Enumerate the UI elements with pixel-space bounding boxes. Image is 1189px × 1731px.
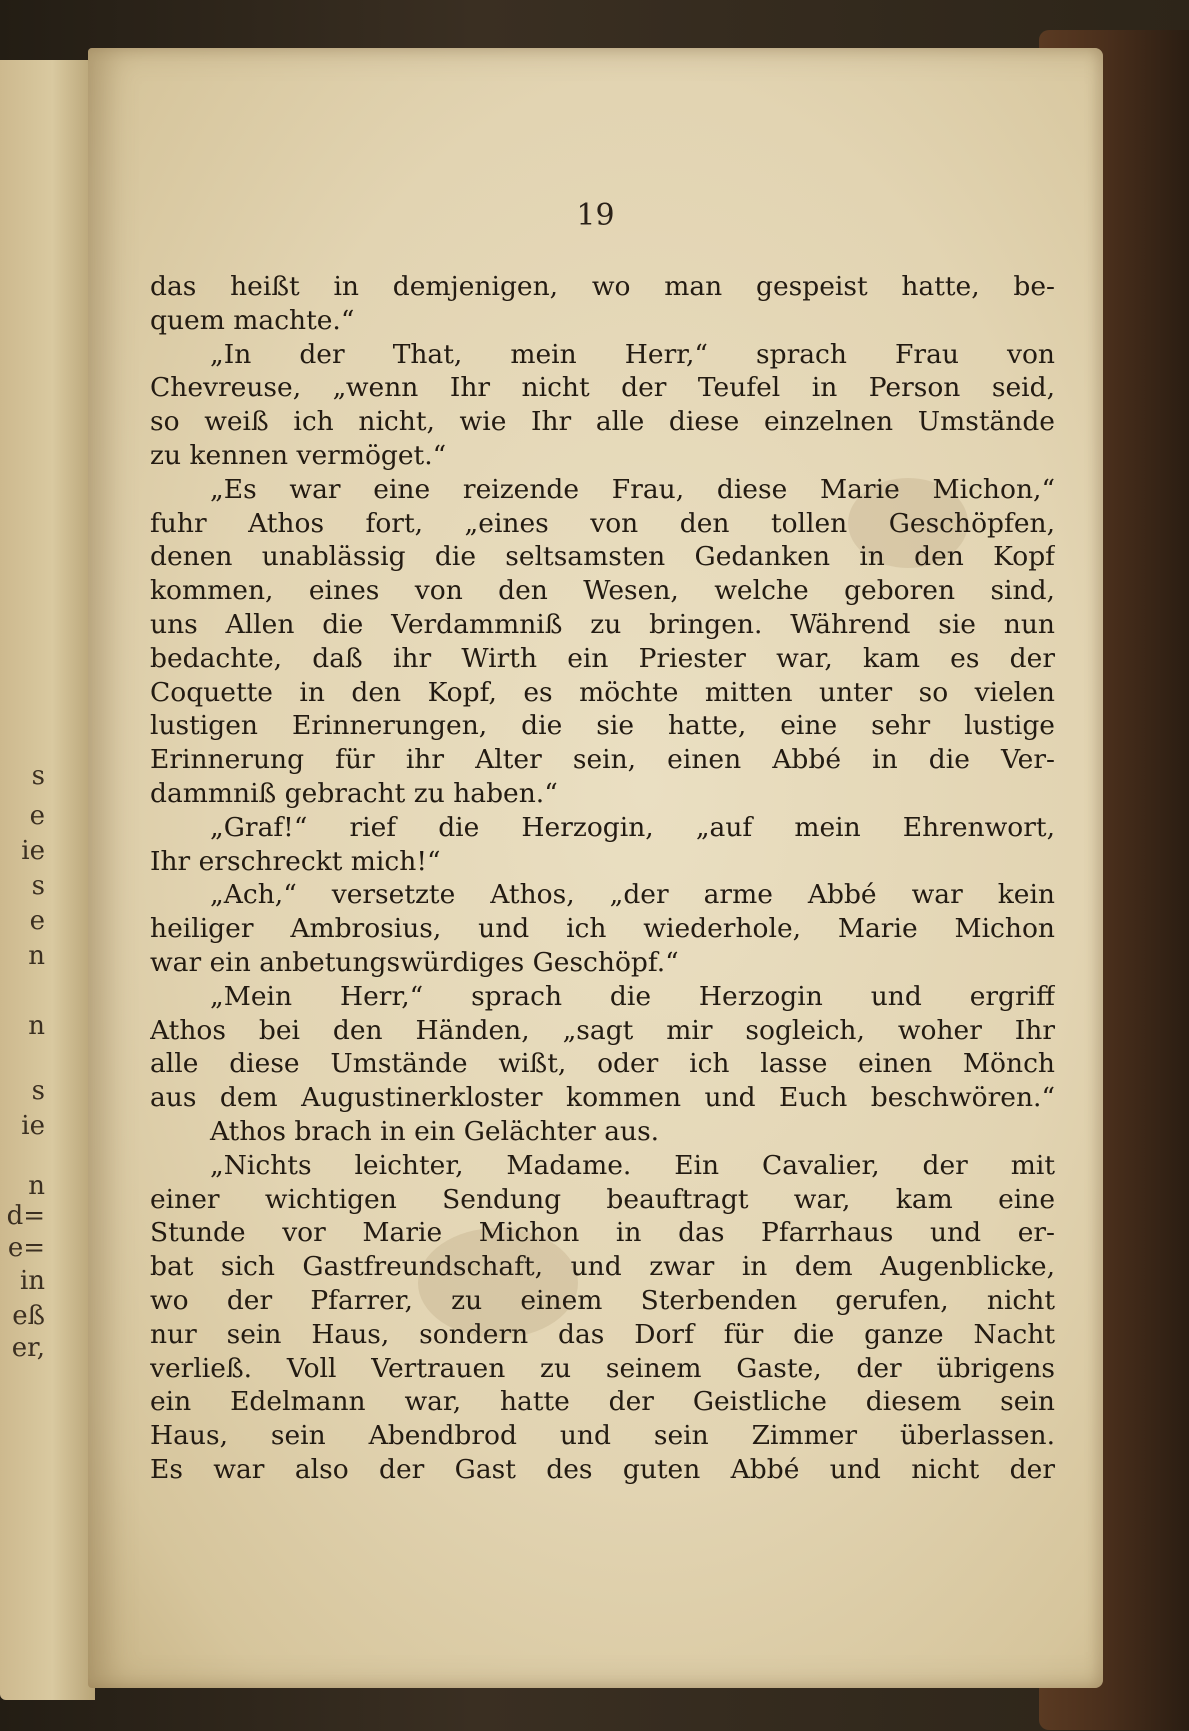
text-line: einer wichtigen Sendung beauftragt war, kam eine <box>150 1183 1055 1215</box>
text-line: aus dem Augustinerkloster kommen und Euch beschwören.“ <box>150 1082 1055 1114</box>
previous-page-fragment: s <box>31 871 45 901</box>
previous-page-fragment: n <box>28 1011 45 1041</box>
previous-page-fragment: in <box>19 1266 45 1296</box>
previous-page-fragment: ie <box>21 836 45 866</box>
previous-page-fragment: n <box>28 941 45 971</box>
previous-page-fragment: n <box>28 1171 45 1201</box>
text-line: Athos bei den Händen, „sagt mir sogleich, woher Ihr <box>150 1014 1055 1046</box>
book-page <box>88 48 1103 1688</box>
text-line: Stunde vor Marie Michon in das Pfarrhaus und er- <box>150 1217 1055 1249</box>
previous-page-text-fragments <box>0 60 95 1700</box>
previous-page-fragment: s <box>31 1076 45 1106</box>
text-line: heiliger Ambrosius, und ich wiederhole, Marie Michon <box>150 913 1055 945</box>
previous-page-fragment: er, <box>11 1333 45 1363</box>
previous-page-fragment: e <box>29 906 45 936</box>
text-line: „In der That, mein Herr,“ sprach Frau von <box>210 338 1055 370</box>
text-line: denen unablässig die seltsamsten Gedanken in den Kopf <box>150 541 1055 573</box>
text-line: alle diese Umstände wißt, oder ich lasse einen Mönch <box>150 1048 1055 1080</box>
text-line: bedachte, daß ihr Wirth ein Priester war, kam es der <box>150 642 1055 674</box>
text-line: lustigen Erinnerungen, die sie hatte, eine sehr lustige <box>150 710 1055 742</box>
text-line: Coquette in den Kopf, es möchte mitten unter so vielen <box>150 676 1055 708</box>
text-line: Chevreuse, „wenn Ihr nicht der Teufel in Person seid, <box>150 372 1055 404</box>
text-line: nur sein Haus, sondern das Dorf für die ganze Nacht <box>150 1318 1055 1350</box>
text-line: kommen, eines von den Wesen, welche geboren sind, <box>150 575 1055 607</box>
text-line: war ein anbetungswürdiges Geschöpf.“ <box>150 946 679 978</box>
text-line: verließ. Voll Vertrauen zu seinem Gaste, der übrigens <box>150 1352 1055 1384</box>
text-line: bat sich Gastfreundschaft, und zwar in dem Augenblicke, <box>150 1251 1055 1283</box>
text-line: Erinnerung für ihr Alter sein, einen Abbé in die Ver- <box>150 744 1055 776</box>
text-line: Ihr erschreckt mich!“ <box>150 845 441 877</box>
text-line: dammniß gebracht zu haben.“ <box>150 777 558 809</box>
text-line: uns Allen die Verdammniß zu bringen. Während sie nun <box>150 608 1055 640</box>
previous-page-fragment: eß <box>12 1301 45 1331</box>
text-line: „Graf!“ rief die Herzogin, „auf mein Ehrenwort, <box>210 811 1055 843</box>
page-number: 19 <box>576 198 615 233</box>
text-line: ein Edelmann war, hatte der Geistliche diesem sein <box>150 1386 1055 1418</box>
previous-page-fragment: e <box>29 801 45 831</box>
previous-page-fragment: e= <box>7 1233 45 1263</box>
text-line: so weiß ich nicht, wie Ihr alle diese einzelnen Umstände <box>150 406 1055 438</box>
previous-page <box>0 60 95 1700</box>
text-line: „Ach,“ versetzte Athos, „der arme Abbé war kein <box>210 879 1055 911</box>
previous-page-fragment: d= <box>6 1201 45 1231</box>
text-line: zu kennen vermöget.“ <box>150 439 447 471</box>
previous-page-fragment: s <box>31 761 45 791</box>
previous-page-fragment: ie <box>21 1111 45 1141</box>
text-line: quem machte.“ <box>150 304 355 336</box>
text-line: „Mein Herr,“ sprach die Herzogin und ergriff <box>210 980 1055 1012</box>
text-line: Athos brach in ein Gelächter aus. <box>210 1115 660 1147</box>
text-line: „Es war eine reizende Frau, diese Marie Michon,“ <box>210 473 1055 505</box>
text-line: Es war also der Gast des guten Abbé und nicht der <box>150 1453 1055 1485</box>
text-line: Haus, sein Abendbrod und sein Zimmer überlassen. <box>150 1420 1055 1452</box>
text-line: „Nichts leichter, Madame. Ein Cavalier, der mit <box>210 1149 1055 1181</box>
page-body-text <box>150 270 1055 1487</box>
text-line: fuhr Athos fort, „eines von den tollen Geschöpfen, <box>150 507 1055 539</box>
text-line: wo der Pfarrer, zu einem Sterbenden gerufen, nicht <box>150 1284 1055 1316</box>
text-line: das heißt in demjenigen, wo man gespeist hatte, be- <box>150 271 1055 302</box>
